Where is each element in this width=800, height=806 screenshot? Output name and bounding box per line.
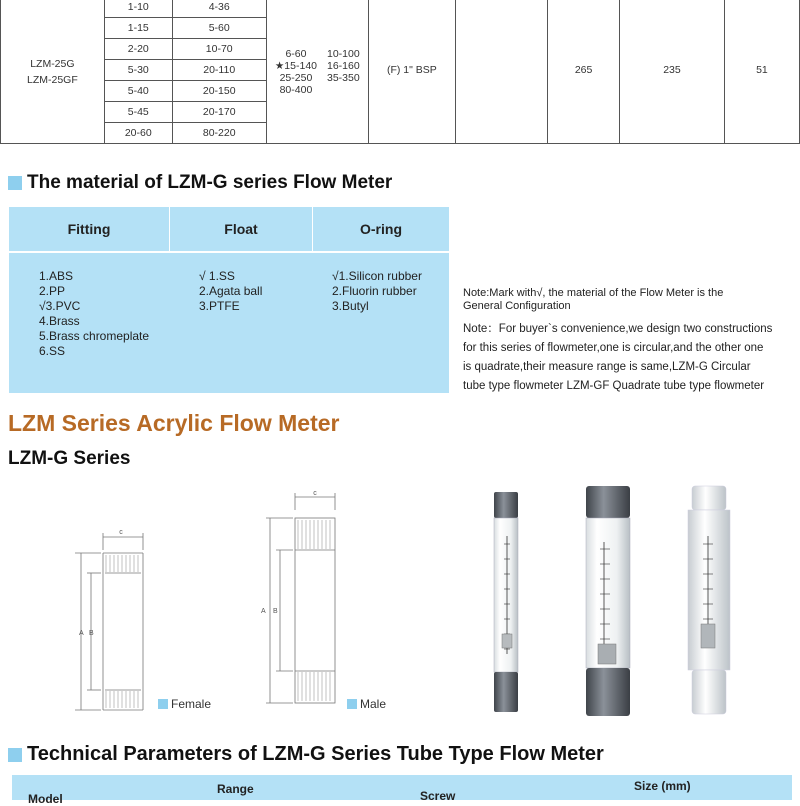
model-cell: LZM-25G LZM-25GF [1, 0, 105, 144]
size-header: Size (mm) [634, 779, 691, 793]
range-cell: 5-45 [104, 102, 172, 123]
male-diagram [258, 488, 358, 713]
options-cell [266, 0, 368, 144]
header-float: Float [224, 221, 258, 237]
material-title-text: The material of LZM-G series Flow Meter [27, 172, 393, 193]
range-cell: 5-40 [104, 81, 172, 102]
float-item: 3.PTFE [199, 299, 240, 313]
product-photos [482, 484, 742, 724]
float-item: 2.Agata ball [199, 284, 263, 298]
technical-title-text: Technical Parameters of LZM-G Series Tube Type Flow Meter [27, 743, 604, 765]
options-col-2 [327, 48, 360, 96]
secondary-range-cell: 80-220 [172, 123, 266, 144]
fitting-item: 2.PP [39, 284, 66, 298]
option-value: 80-400 [279, 84, 313, 96]
secondary-range-cell: 20-170 [172, 102, 266, 123]
legend-swatch [347, 699, 357, 709]
option-value: 6-60 [285, 48, 307, 60]
fitting-item: 5.Brass chromeplate [39, 329, 150, 343]
range-cell: 20-60 [104, 123, 172, 144]
range-cell: 1-15 [104, 18, 172, 39]
fitting-list [39, 269, 149, 359]
flowmeter-photo-white [688, 486, 730, 714]
option-value: 10-100 [327, 48, 360, 60]
secondary-range-cell: 20-150 [172, 81, 266, 102]
dim-c-label: c [119, 529, 123, 536]
size-cell: 235 [620, 0, 725, 144]
secondary-range-cell: 4-36 [172, 0, 266, 18]
oring-list [332, 269, 422, 314]
fitting-item: √3.PVC [39, 299, 81, 313]
option-value: 25-250 [279, 72, 313, 84]
construction-note-line: tube type flowmeter LZM-GF Quadrate tube type flowmeter [463, 380, 765, 392]
construction-note-line: Note：For buyer`s convenience,we design two constructions [463, 323, 773, 335]
secondary-range-cell: 20-110 [172, 60, 266, 81]
range-cell: 1-10 [104, 0, 172, 18]
female-legend [158, 697, 211, 711]
female-label: Female [171, 697, 212, 711]
material-title [8, 172, 392, 194]
screw-header: Screw [420, 789, 456, 803]
secondary-range-cell: 10-70 [172, 39, 266, 60]
screw-cell: (F) 1" BSP [368, 0, 455, 144]
fitting-item: 4.Brass [39, 314, 80, 328]
options-col-1 [275, 48, 317, 96]
dim-c-label: c [313, 490, 317, 497]
config-note-line1: Note:Mark with√, the material of the Flow Meter is the [463, 287, 724, 299]
female-diagram [65, 525, 175, 715]
range-cell: 5-30 [104, 60, 172, 81]
flowmeter-photo-grey-slim [494, 492, 518, 712]
product-title: LZM Series Acrylic Flow Meter [8, 410, 340, 436]
header-oring: O-ring [360, 221, 402, 237]
header-fitting: Fitting [67, 221, 111, 237]
male-legend [347, 697, 386, 711]
male-label: Male [360, 697, 387, 711]
technical-title [8, 743, 604, 766]
divider [9, 251, 449, 253]
oring-item: √1.Silicon rubber [332, 269, 422, 283]
construction-note-line: is quadrate,their measure range is same,LZM-G Circular [463, 361, 751, 373]
config-note-line2: General Configuration [463, 300, 571, 312]
construction-note-line: for this series of flowmeter,one is circular,and the other one [463, 342, 764, 354]
product-subtitle: LZM-G Series [8, 448, 131, 469]
range-cell: 2-20 [104, 39, 172, 60]
section-marker [8, 748, 22, 762]
option-value: ★15-140 [274, 60, 317, 72]
size-cell: 51 [724, 0, 799, 144]
fitting-item: 1.ABS [39, 269, 74, 283]
technical-table-header [12, 775, 792, 806]
flowmeter-photo-grey-wide [586, 486, 630, 716]
option-value: 16-160 [327, 60, 360, 72]
dim-b-label: B [273, 608, 278, 615]
legend-swatch [158, 699, 168, 709]
oring-item: 3.Butyl [332, 299, 369, 313]
construction-note [463, 320, 772, 396]
range-header: Range [217, 782, 254, 796]
option-value: 35-350 [327, 72, 360, 84]
secondary-range-cell: 5-60 [172, 18, 266, 39]
model-header: Model [28, 792, 63, 806]
fitting-item: 6.SS [39, 344, 66, 358]
material-table [9, 207, 449, 393]
dim-a-label: A [79, 630, 84, 637]
dim-a-label: A [261, 608, 266, 615]
float-item: √ 1.SS [199, 269, 235, 283]
oring-item: 2.Fluorin rubber [332, 284, 417, 298]
section-marker [8, 176, 22, 190]
size-cell: 265 [548, 0, 620, 144]
spec-table [0, 0, 800, 144]
empty-cell [455, 0, 547, 144]
config-note [463, 287, 723, 313]
float-list [199, 269, 262, 314]
dim-b-label: B [89, 630, 94, 637]
